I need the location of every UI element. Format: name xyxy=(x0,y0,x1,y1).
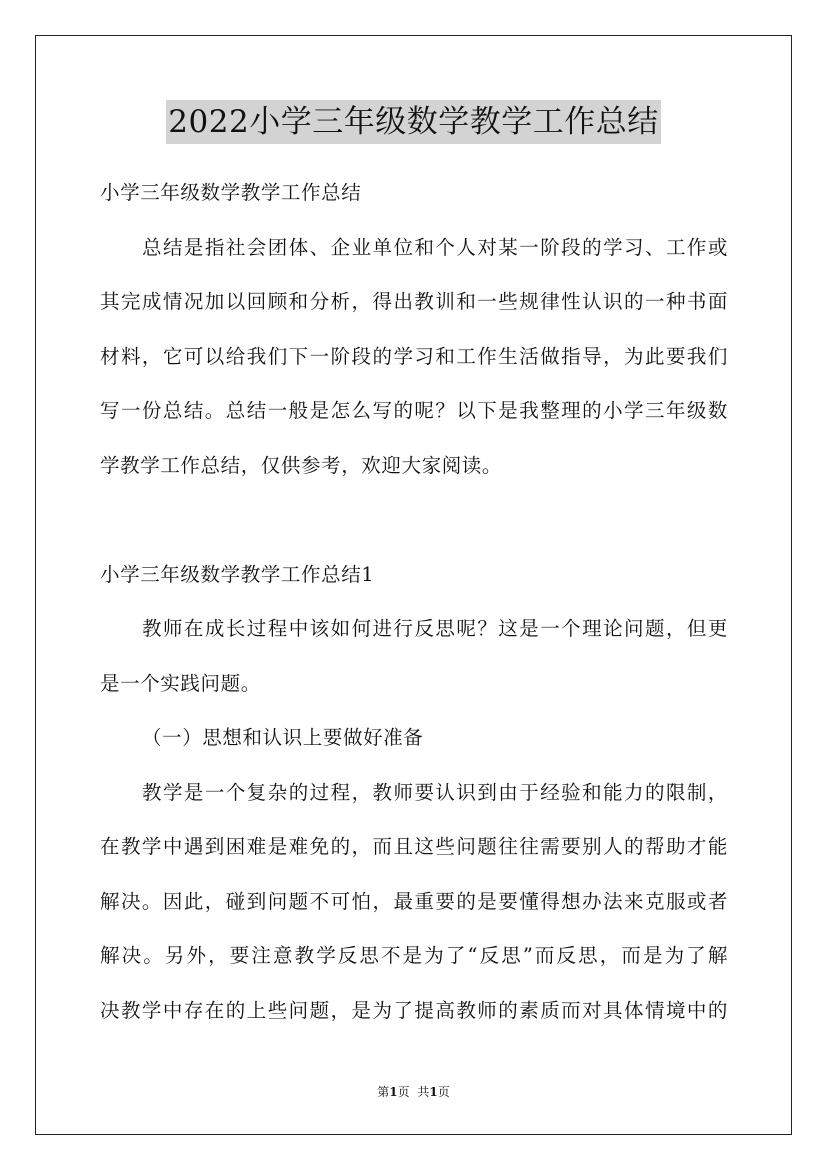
total-label-prefix: 共 xyxy=(417,1085,430,1099)
title-container xyxy=(0,100,827,144)
paragraph-line: 材料，它可以给我们下一阶段的学习和工作生活做指导，为此要我们 xyxy=(100,344,728,368)
page-number: 1 xyxy=(389,1085,398,1099)
subheading: 小学三年级数学教学工作总结 xyxy=(100,181,362,204)
paragraph-line: 写一份总结。总结一般是怎么写的呢？以下是我整理的小学三年级数 xyxy=(100,399,728,422)
paragraph-line: 总结是指社会团体、企业单位和个人对某一阶段的学习、工作或 xyxy=(142,235,728,259)
paragraph-line: 在教学中遇到困难是难免的，而且这些问题往往需要别人的帮助才能 xyxy=(100,835,728,858)
page-label-suffix: 页 xyxy=(397,1085,410,1099)
paragraph-line: 解决。因此，碰到问题不可怕，最重要的是要懂得想办法来克服或者 xyxy=(100,889,728,913)
subheading: 小学三年级数学教学工作总结1 xyxy=(100,562,375,586)
paragraph-line: 是一个实践问题。 xyxy=(100,671,261,695)
paragraph-line: 决教学中存在的上些问题，是为了提高教师的素质而对具体情境中的 xyxy=(100,998,728,1022)
paragraph-line: 其完成情况加以回顾和分析，得出教训和一些规律性认识的一种书面 xyxy=(100,290,728,313)
total-pages: 1 xyxy=(429,1085,438,1099)
page-footer xyxy=(0,1083,827,1101)
paragraph-line: 教师在成长过程中该如何进行反思呢？这是一个理论问题，但更 xyxy=(142,617,728,640)
total-label-suffix: 页 xyxy=(437,1085,450,1099)
section-heading: （一）思想和认识上要做好准备 xyxy=(142,726,424,749)
document-title: 2022小学三年级数学教学工作总结 xyxy=(166,100,660,144)
document-body xyxy=(100,166,728,1038)
paragraph-line: 教学是一个复杂的过程，教师要认识到由于经验和能力的限制， xyxy=(142,780,728,804)
paragraph-line: 学教学工作总结，仅供参考，欢迎大家阅读。 xyxy=(100,453,503,477)
blank-line xyxy=(100,493,728,548)
paragraph-line: 解决。另外，要注意教学反思不是为了“反思”而反思，而是为了解 xyxy=(100,944,728,967)
page-label-prefix: 第 xyxy=(377,1085,390,1099)
